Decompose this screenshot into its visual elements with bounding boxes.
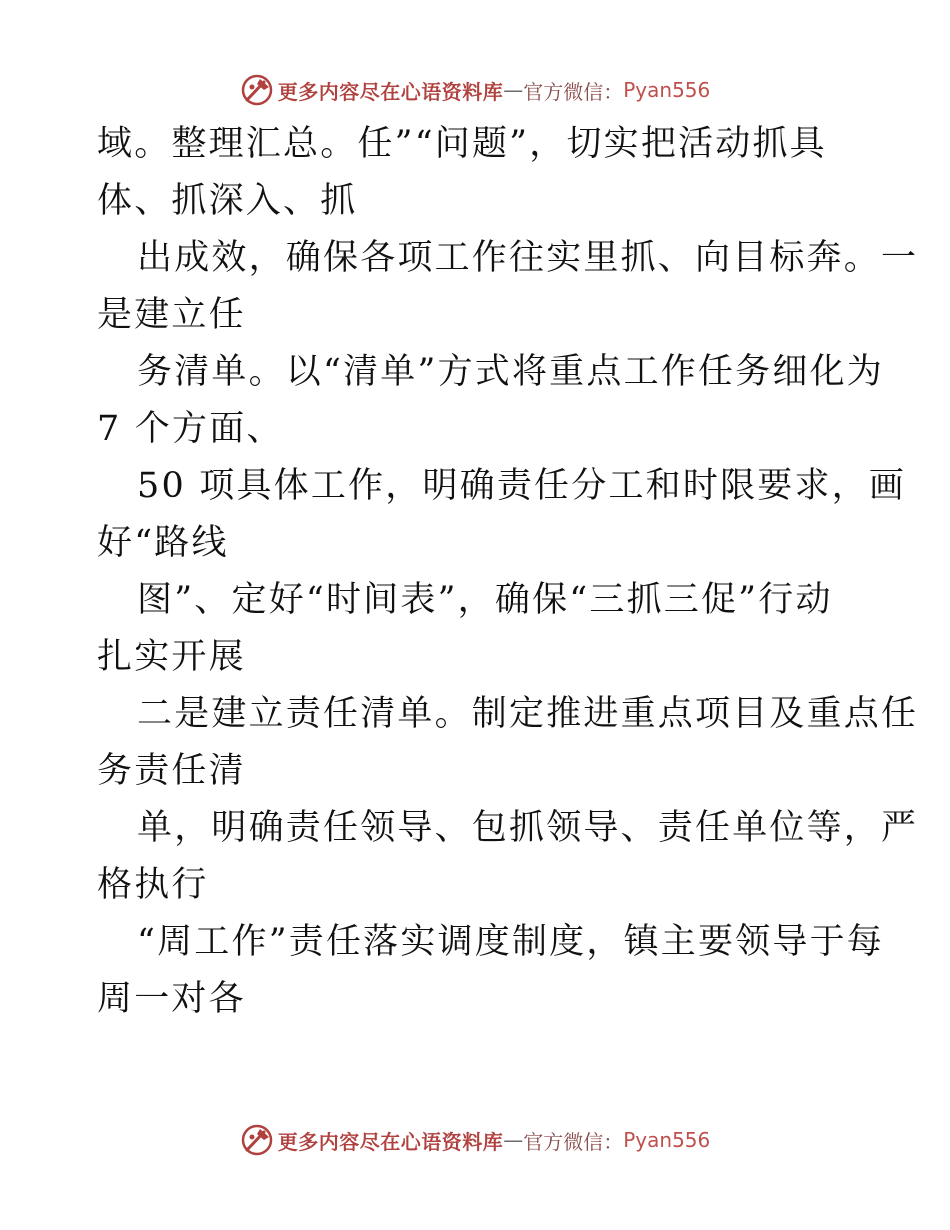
watermark-wechat-id: Pyan556 [623,78,711,102]
text-line: 单，明确责任领导、包抓领导、责任单位等，严 [137,808,919,848]
text-line: 体、抓深入、抓 [97,181,358,221]
watermark-main-text: 更多内容尽在心语资料库 [277,79,504,104]
text-line: “周工作”责任落实调度制度，镇主要领导于每 [137,922,884,962]
paragraph [97,572,857,686]
paragraph [97,230,919,344]
paragraph [97,800,919,914]
paragraph [97,686,919,800]
watermark-separator: — [503,1128,524,1152]
watermark-wechat-id: Pyan556 [623,1128,711,1152]
text-line: 是建立任 [97,295,246,335]
text-line: 扎实开展 [97,637,246,677]
text-line: 50 项具体工作，明确责任分工和时限要求，画 [137,466,907,506]
text-line: 务责任清 [97,751,246,791]
paragraph [97,914,884,1028]
watermark-main-text: 更多内容尽在心语资料库 [277,1129,504,1154]
header-watermark [0,70,950,110]
text-line: 域。整理汇总。任”“问题”，切实把活动抓具 [97,124,827,164]
paragraph [97,116,857,230]
text-line: 格执行 [97,865,209,905]
document-body [97,116,919,1028]
brand-logo-icon [240,1123,274,1157]
text-line: 好“路线 [97,523,229,563]
brand-logo-icon [240,73,274,107]
paragraph [97,344,884,458]
text-line: 务清单。以“清单”方式将重点工作任务细化为 [137,352,884,392]
text-line: 出成效，确保各项工作往实里抓、向目标奔。一 [137,238,919,278]
text-line: 7 个方面、 [97,409,284,449]
footer-watermark [0,1120,950,1160]
watermark-separator: — [503,78,524,102]
text-line: 周一对各 [97,979,246,1019]
paragraph [97,458,907,572]
text-line: 二是建立责任清单。制定推进重点项目及重点任 [137,694,919,734]
watermark-wechat-label: 官方微信： [523,1129,624,1154]
text-line: 图”、定好“时间表”，确保“三抓三促”行动 [137,580,833,620]
watermark-wechat-label: 官方微信： [523,79,624,104]
